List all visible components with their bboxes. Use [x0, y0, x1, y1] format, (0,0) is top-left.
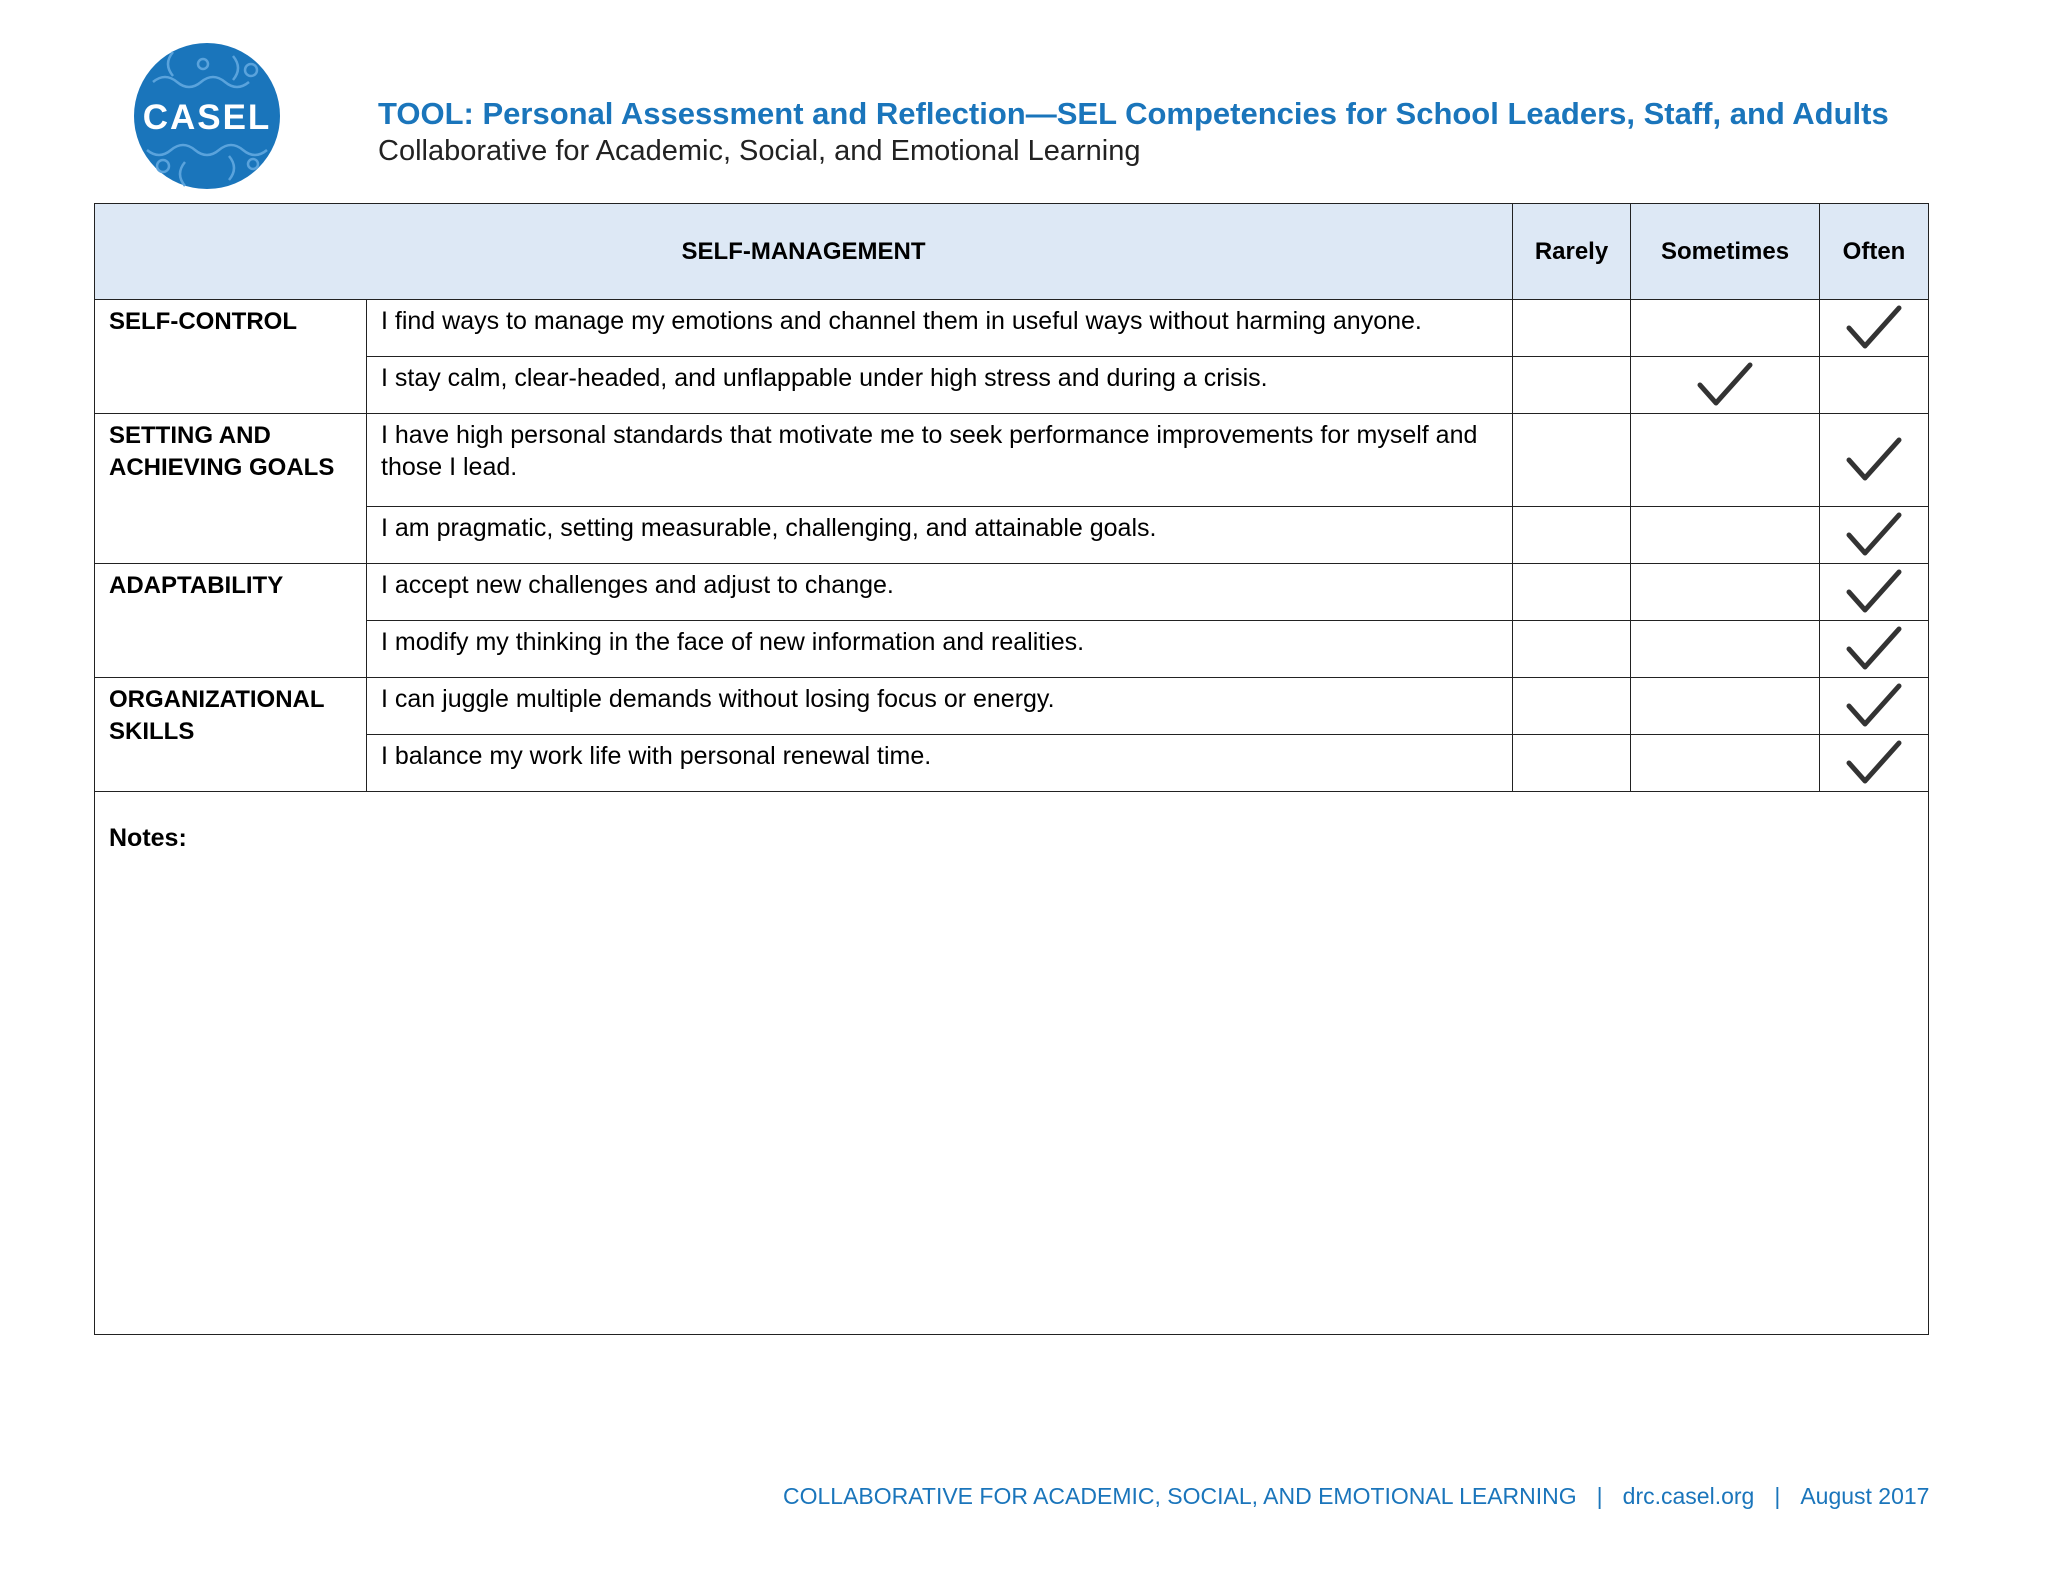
checkmark-icon — [1820, 568, 1928, 616]
checkmark-icon — [1820, 739, 1928, 787]
statement: I accept new challenges and adjust to change. — [367, 564, 1513, 621]
checkmark-icon — [1820, 682, 1928, 730]
rating-cell-rarely[interactable] — [1513, 507, 1631, 564]
rating-cell-rarely[interactable] — [1513, 621, 1631, 678]
statement: I have high personal standards that motivate me to seek performance improvements for myself and those I lead. — [367, 414, 1513, 507]
statement: I can juggle multiple demands without losing focus or energy. — [367, 678, 1513, 735]
footer-date: August 2017 — [1800, 1483, 1930, 1509]
statement: I find ways to manage my emotions and channel them in useful ways without harming anyone. — [367, 300, 1513, 357]
statement: I stay calm, clear-headed, and unflappable under high stress and during a crisis. — [367, 357, 1513, 414]
category-label: ORGANIZATIONAL SKILLS — [95, 678, 367, 792]
checkmark-icon — [1820, 436, 1928, 484]
rating-cell-often[interactable] — [1820, 357, 1929, 414]
rating-cell-sometimes[interactable] — [1631, 357, 1820, 414]
table-row — [95, 621, 1929, 678]
rating-cell-sometimes[interactable] — [1631, 678, 1820, 735]
rating-cell-sometimes[interactable] — [1631, 300, 1820, 357]
statement: I modify my thinking in the face of new information and realities. — [367, 621, 1513, 678]
rating-cell-often[interactable] — [1820, 564, 1929, 621]
table-header-row — [95, 204, 1929, 300]
logo-text: CASEL — [142, 98, 272, 137]
table-row — [95, 414, 1929, 507]
rating-cell-often[interactable] — [1820, 507, 1929, 564]
table-row — [95, 735, 1929, 792]
category-label: SELF-CONTROL — [95, 300, 367, 414]
rating-cell-sometimes[interactable] — [1631, 735, 1820, 792]
rating-cell-sometimes[interactable] — [1631, 621, 1820, 678]
column-header-often: Often — [1820, 204, 1929, 300]
footer-org: COLLABORATIVE FOR ACADEMIC, SOCIAL, AND EMOTIONAL LEARNING — [783, 1483, 1577, 1509]
table-row — [95, 507, 1929, 564]
checkmark-icon — [1820, 511, 1928, 559]
rating-cell-sometimes[interactable] — [1631, 414, 1820, 507]
casel-logo — [133, 42, 281, 190]
section-heading: SELF-MANAGEMENT — [95, 204, 1513, 300]
page-title: TOOL: Personal Assessment and Reflection—SEL Competencies for School Leaders, Staff, and Adults — [378, 96, 1889, 131]
assessment-table — [94, 203, 1929, 1335]
notes-row — [95, 792, 1929, 1335]
rating-cell-often[interactable] — [1820, 300, 1929, 357]
checkmark-icon — [1631, 361, 1819, 409]
rating-cell-often[interactable] — [1820, 621, 1929, 678]
rating-cell-rarely[interactable] — [1513, 678, 1631, 735]
rating-cell-rarely[interactable] — [1513, 564, 1631, 621]
rating-cell-rarely[interactable] — [1513, 414, 1631, 507]
table-row — [95, 357, 1929, 414]
rating-cell-sometimes[interactable] — [1631, 564, 1820, 621]
category-label: ADAPTABILITY — [95, 564, 367, 678]
column-header-rarely: Rarely — [1513, 204, 1631, 300]
footer-separator: | — [1596, 1483, 1603, 1509]
page-subtitle: Collaborative for Academic, Social, and Emotional Learning — [378, 135, 1141, 167]
rating-cell-rarely[interactable] — [1513, 735, 1631, 792]
table-row — [95, 300, 1929, 357]
rating-cell-often[interactable] — [1820, 414, 1929, 507]
checkmark-icon — [1820, 304, 1928, 352]
page-footer — [783, 1483, 1929, 1510]
rating-cell-rarely[interactable] — [1513, 357, 1631, 414]
table-row — [95, 564, 1929, 621]
rating-cell-often[interactable] — [1820, 735, 1929, 792]
checkmark-icon — [1820, 625, 1928, 673]
notes-area[interactable] — [95, 792, 1929, 1335]
rating-cell-sometimes[interactable] — [1631, 507, 1820, 564]
rating-cell-often[interactable] — [1820, 678, 1929, 735]
table-row — [95, 678, 1929, 735]
statement: I balance my work life with personal renewal time. — [367, 735, 1513, 792]
column-header-sometimes: Sometimes — [1631, 204, 1820, 300]
category-label: SETTING AND ACHIEVING GOALS — [95, 414, 367, 564]
footer-site[interactable]: drc.casel.org — [1622, 1483, 1755, 1509]
footer-separator: | — [1774, 1483, 1781, 1509]
rating-cell-rarely[interactable] — [1513, 300, 1631, 357]
statement: I am pragmatic, setting measurable, challenging, and attainable goals. — [367, 507, 1513, 564]
notes-label: Notes: — [109, 824, 187, 852]
